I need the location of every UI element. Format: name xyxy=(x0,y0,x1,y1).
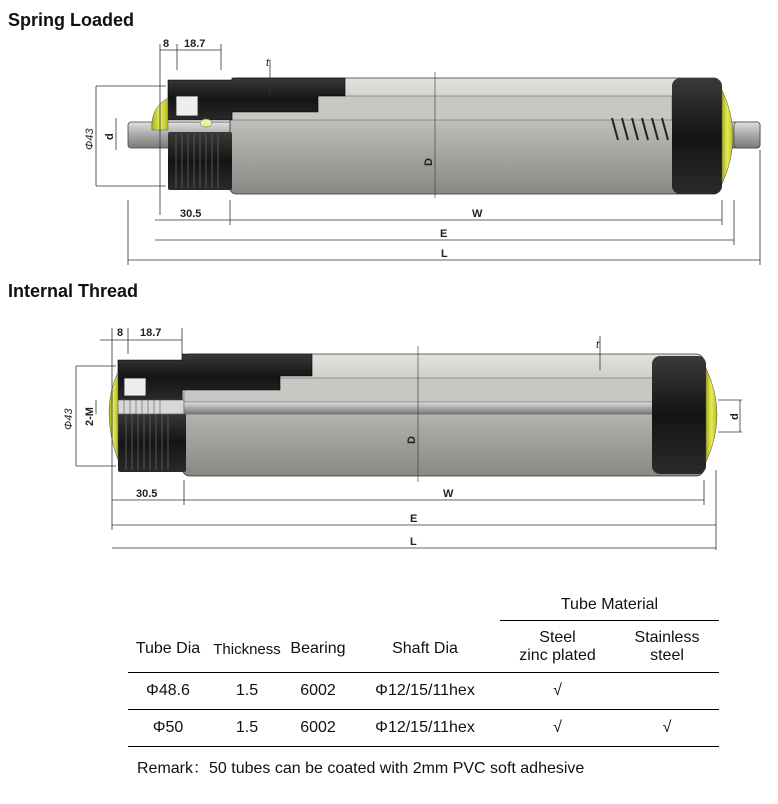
header-bearing: Bearing xyxy=(290,640,346,657)
header-thickness: Thickness xyxy=(213,641,281,658)
spec-table xyxy=(128,590,719,747)
dim-d: d xyxy=(729,413,741,420)
dim-8: 8 xyxy=(163,38,170,50)
dim-2-M: 2-M xyxy=(84,407,96,426)
dim-W: W xyxy=(472,208,483,220)
table-row xyxy=(128,710,719,747)
header-steel-sub: zinc plated xyxy=(519,646,596,664)
dim-L: L xyxy=(441,248,448,260)
cell-steel: √ xyxy=(500,710,615,747)
header-stainless xyxy=(615,621,719,673)
cell-thickness: 1.5 xyxy=(208,710,286,747)
cell-stainless xyxy=(615,673,719,710)
dim-t: t xyxy=(596,339,600,351)
cell-shaft-dia: Φ12/15/11hex xyxy=(350,710,500,747)
header-tube-dia: Tube Dia xyxy=(135,640,201,657)
dim-L: L xyxy=(410,536,417,548)
header-tube-material: Tube Material xyxy=(500,590,719,621)
header-shaft-dia: Shaft Dia xyxy=(392,640,458,657)
dim-18-7: 18.7 xyxy=(184,38,206,50)
dim-W: W xyxy=(443,488,454,500)
dim-E: E xyxy=(410,513,418,525)
shaft xyxy=(184,402,654,414)
dim-18-7: 18.7 xyxy=(140,327,162,339)
header-stainless-sub: steel xyxy=(650,646,684,664)
right-end-cap xyxy=(652,356,706,474)
cell-stainless: √ xyxy=(615,710,719,747)
dim-E: E xyxy=(440,228,448,240)
section-title-internal-thread: Internal Thread xyxy=(8,281,139,301)
header-stainless-label: Stainless xyxy=(634,628,700,646)
bearing-left xyxy=(124,378,146,396)
cell-shaft-dia: Φ12/15/11hex xyxy=(350,673,500,710)
header-steel-label: Steel xyxy=(539,628,576,646)
cell-bearing: 6002 xyxy=(286,673,350,710)
header-steel xyxy=(500,621,615,673)
dim-8: 8 xyxy=(117,327,124,339)
section-title-spring-loaded: Spring Loaded xyxy=(8,10,134,30)
dim-phi43: Φ43 xyxy=(84,128,96,150)
cell-tube-dia: Φ48.6 xyxy=(128,673,208,710)
dim-d: d xyxy=(104,133,116,140)
dim-30-5: 30.5 xyxy=(180,208,202,220)
dim-30-5: 30.5 xyxy=(136,488,158,500)
dim-D: D xyxy=(406,436,418,444)
thread-nut xyxy=(118,412,186,472)
left-seal xyxy=(109,372,118,460)
table-row xyxy=(128,673,719,710)
right-seal xyxy=(706,368,717,462)
dim-t: t xyxy=(266,57,270,69)
cell-thickness: 1.5 xyxy=(208,673,286,710)
dim-D: D xyxy=(423,158,435,166)
cell-steel: √ xyxy=(500,673,615,710)
cell-tube-dia: Φ50 xyxy=(128,710,208,747)
cell-bearing: 6002 xyxy=(286,710,350,747)
dim-phi43: Φ43 xyxy=(63,408,75,430)
remark-text: Remark：50 tubes can be coated with 2mm PVC soft adhesive xyxy=(137,760,585,777)
